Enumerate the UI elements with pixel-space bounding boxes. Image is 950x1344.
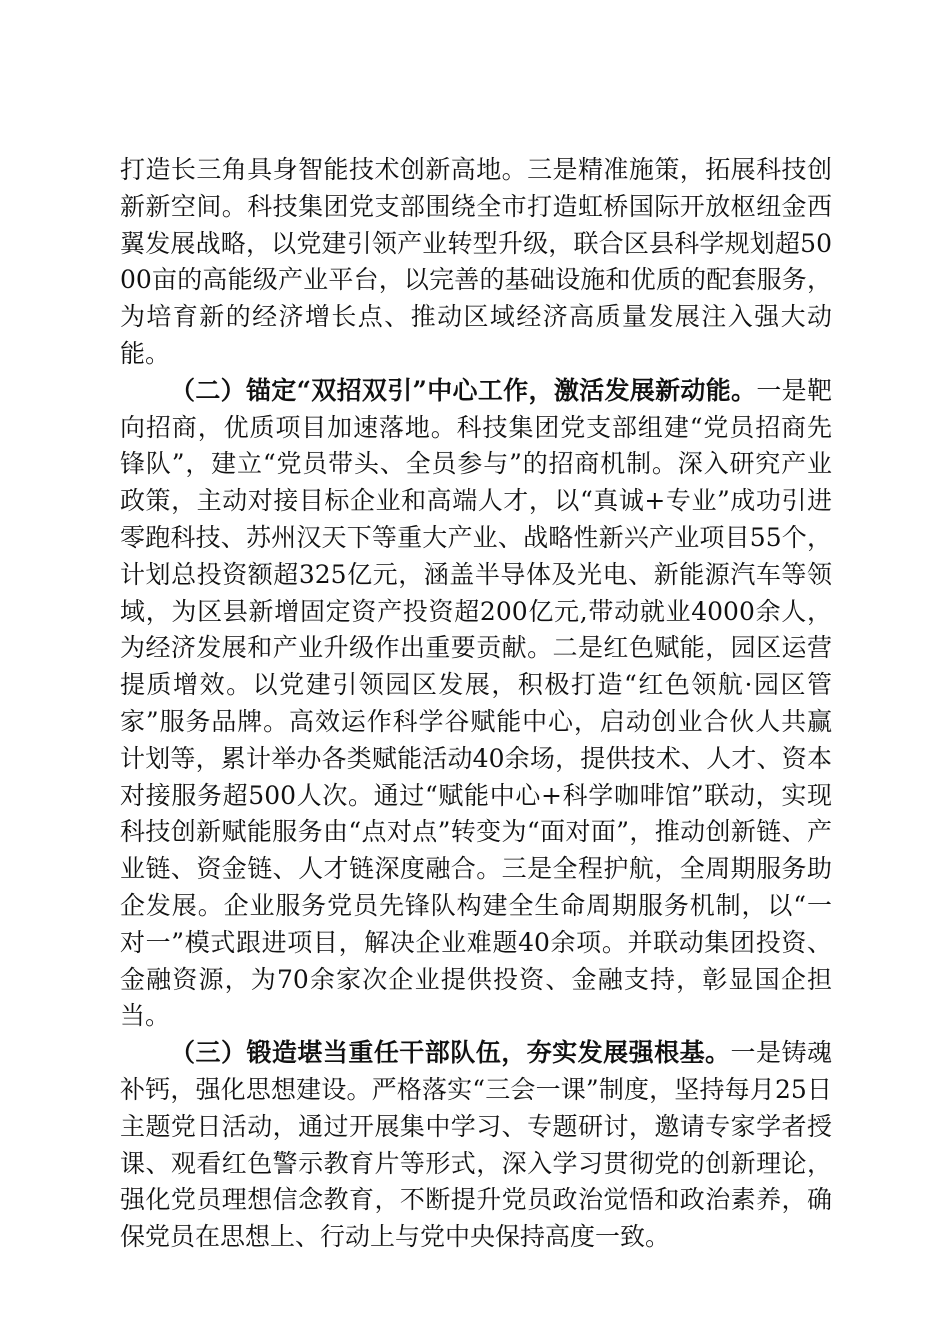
section-heading: （二）锚定“双招双引”中心工作，激活发展新动能。 xyxy=(170,375,757,405)
paragraph-text: 一是靶向招商，优质项目加速落地。科技集团党支部组建“党员招商先锋队”，建立“党员带头、全员参与”的招商机制。深入研究产业政策，主动对接目标企业和高端人才，以“真诚+专业”成功引进零跑科技、苏州汉天下等重大产业、战略性新兴产业项目55个，计划总投资额超325亿元，涵盖半导体及光电、新能源汽车等领域，为区县新增固定资产投资超200亿元,带动就业4000余人，为经济发展和产业升级作出重要贡献。二是红色赋能，园区运营提质增效。以党建引领园区发展，积极打造“红色领航·园区管家”服务品牌。高效运作科学谷赋能中心，启动创业合伙人共赢计划等，累计举办各类赋能活动40余场，提供技术、人才、资本对接服务超500人次。通过“赋能中心+科学咖啡馆”联动，实现科技创新赋能服务由“点对点”转变为“面对面”，推动创新链、产业链、资金链、人才链深度融合。三是全程护航，全周期服务助企发展。企业服务党员先锋队构建全生命周期服务机制，以“一对一”模式跟进项目，解决企业难题40余项。并联动集团投资、金融资源，为70余家次企业提供投资、金融支持，彰显国企担当。 xyxy=(120,375,832,1031)
paragraph-text: 一是铸魂补钙，强化思想建设。严格落实“三会一课”制度，坚持每月25日主题党日活动，通过开展集中学习、专题研讨，邀请专家学者授课、观看红色警示教育片等形式，深入学习贯彻党的创新理论，强化党员理想信念教育，不断提升党员政治觉悟和政治素养，确保党员在思想上、行动上与党中央保持高度一致。 xyxy=(120,1038,832,1252)
section-heading: （三）锻造堪当重任干部队伍，夯实发展强根基。 xyxy=(170,1038,731,1068)
paragraph-continuation xyxy=(120,152,832,373)
document-body xyxy=(120,152,832,1256)
paragraph-section-2 xyxy=(120,373,832,1035)
paragraph-text: 打造长三角具身智能技术创新高地。三是精准施策，拓展科技创新新空间。科技集团党支部围绕全市打造虹桥国际开放枢纽金西翼发展战略，以党建引领产业转型升级，联合区县科学规划超5000亩的高能级产业平台，以完善的基础设施和优质的配套服务，为培育新的经济增长点、推动区域经济高质量发展注入强大动能。 xyxy=(120,155,832,368)
paragraph-section-3 xyxy=(120,1035,832,1256)
